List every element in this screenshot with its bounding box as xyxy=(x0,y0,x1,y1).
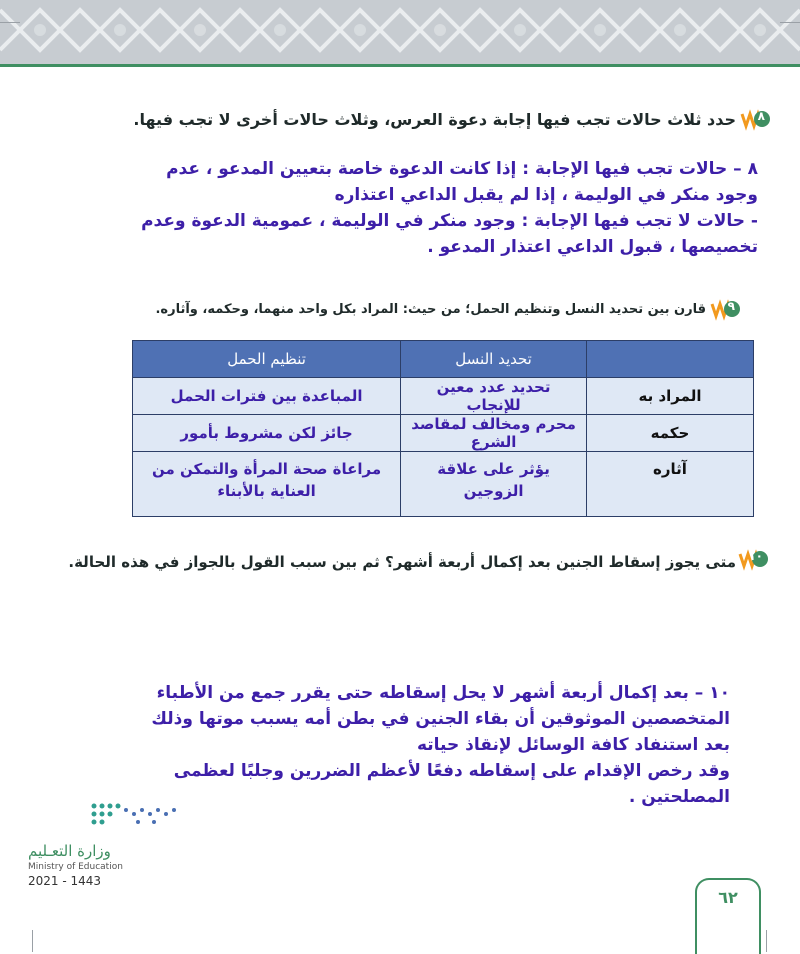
ministry-name-en: Ministry of Education xyxy=(28,862,123,872)
table-cell: جائز لكن مشروط بأمور xyxy=(133,415,401,452)
table-header-cell: تحديد النسل xyxy=(401,341,587,378)
question-8-text: حدد ثلاث حالات تجب فيها إجابة دعوة العرس، وثلاث حالات أخرى لا تجب فيها. xyxy=(133,110,736,129)
header-pattern xyxy=(0,0,800,64)
header-divider xyxy=(0,64,800,67)
question-10-answer xyxy=(150,680,730,810)
ministry-name-ar: وزارة التعـليم xyxy=(28,842,111,860)
ministry-logo-icon xyxy=(28,800,188,830)
page-number-tab xyxy=(695,878,761,954)
table-cell: المباعدة بين فترات الحمل xyxy=(133,378,401,415)
comparison-table xyxy=(132,340,754,517)
table-row xyxy=(133,415,754,452)
answer-paragraph: - حالات لا تجب فيها الإجابة : وجود منكر في الوليمة ، عمومية الدعوة وعدم تخصيصها ، قبول الداعي اعتذار المدعو . xyxy=(141,211,758,257)
answer-paragraph: ١٠ – بعد إكمال أربعة أشهر لا يحل إسقاطه حتى يقرر جمع من الأطباء المتخصصين الموثوقين أن بقاء الجنين في بطن أمه يسبب موتها وذلك بعد استنفاد كافة الوسائل لإنقاذ حياته xyxy=(151,683,730,755)
table-cell: يؤثر على علاقة الزوجين xyxy=(401,452,587,517)
question-badge-icon xyxy=(738,548,768,572)
answer-paragraph: وقد رخص الإقدام على إسقاطه دفعًا لأعظم الضررين وجلبًا لعظمى المصلحتين . xyxy=(173,761,730,807)
table-cell: مراعاة صحة المرأة والتمكن من العناية بالأبناء xyxy=(133,452,401,517)
crop-mark xyxy=(766,930,767,952)
table-row-header: حكمه xyxy=(587,415,754,452)
ministry-year: 2021 - 1443 xyxy=(28,874,102,888)
question-8-answer xyxy=(118,156,758,260)
answer-paragraph: ٨ – حالات تجب فيها الإجابة : إذا كانت الدعوة خاصة بتعيين المدعو ، عدم وجود منكر في الوليمة ، إذا لم يقبل الداعي اعتذاره xyxy=(166,159,758,205)
question-number: ٩ xyxy=(727,299,735,313)
crop-mark xyxy=(0,22,20,23)
question-badge-icon xyxy=(740,108,770,132)
question-badge-icon xyxy=(710,298,740,322)
table-row-header: آثاره xyxy=(587,452,754,517)
table-cell: تحديد عدد معين للإنجاب xyxy=(401,378,587,415)
table-row-header: المراد به xyxy=(587,378,754,415)
table-header-cell: تنظيم الحمل xyxy=(133,341,401,378)
table-cell: محرم ومخالف لمقاصد الشرع xyxy=(401,415,587,452)
table-row xyxy=(133,452,754,517)
table-header-cell xyxy=(587,341,754,378)
question-10-text: متى يجوز إسقاط الجنين بعد إكمال أربعة أشهر؟ ثم بين سبب القول بالجواز في هذه الحالة. xyxy=(68,553,736,571)
ministry-logo xyxy=(28,800,188,890)
question-number: ١٠ xyxy=(748,549,763,563)
crop-mark xyxy=(780,22,800,23)
table-row xyxy=(133,378,754,415)
crop-mark xyxy=(32,930,33,952)
question-9-text: قارن بين تحديد النسل وتنظيم الحمل؛ من حيث: المراد بكل واحد منهما، وحكمه، وآثاره. xyxy=(155,302,706,317)
table-header-row xyxy=(133,341,754,378)
page-number: ٦٢ xyxy=(718,888,738,907)
question-number: ٨ xyxy=(757,109,765,123)
